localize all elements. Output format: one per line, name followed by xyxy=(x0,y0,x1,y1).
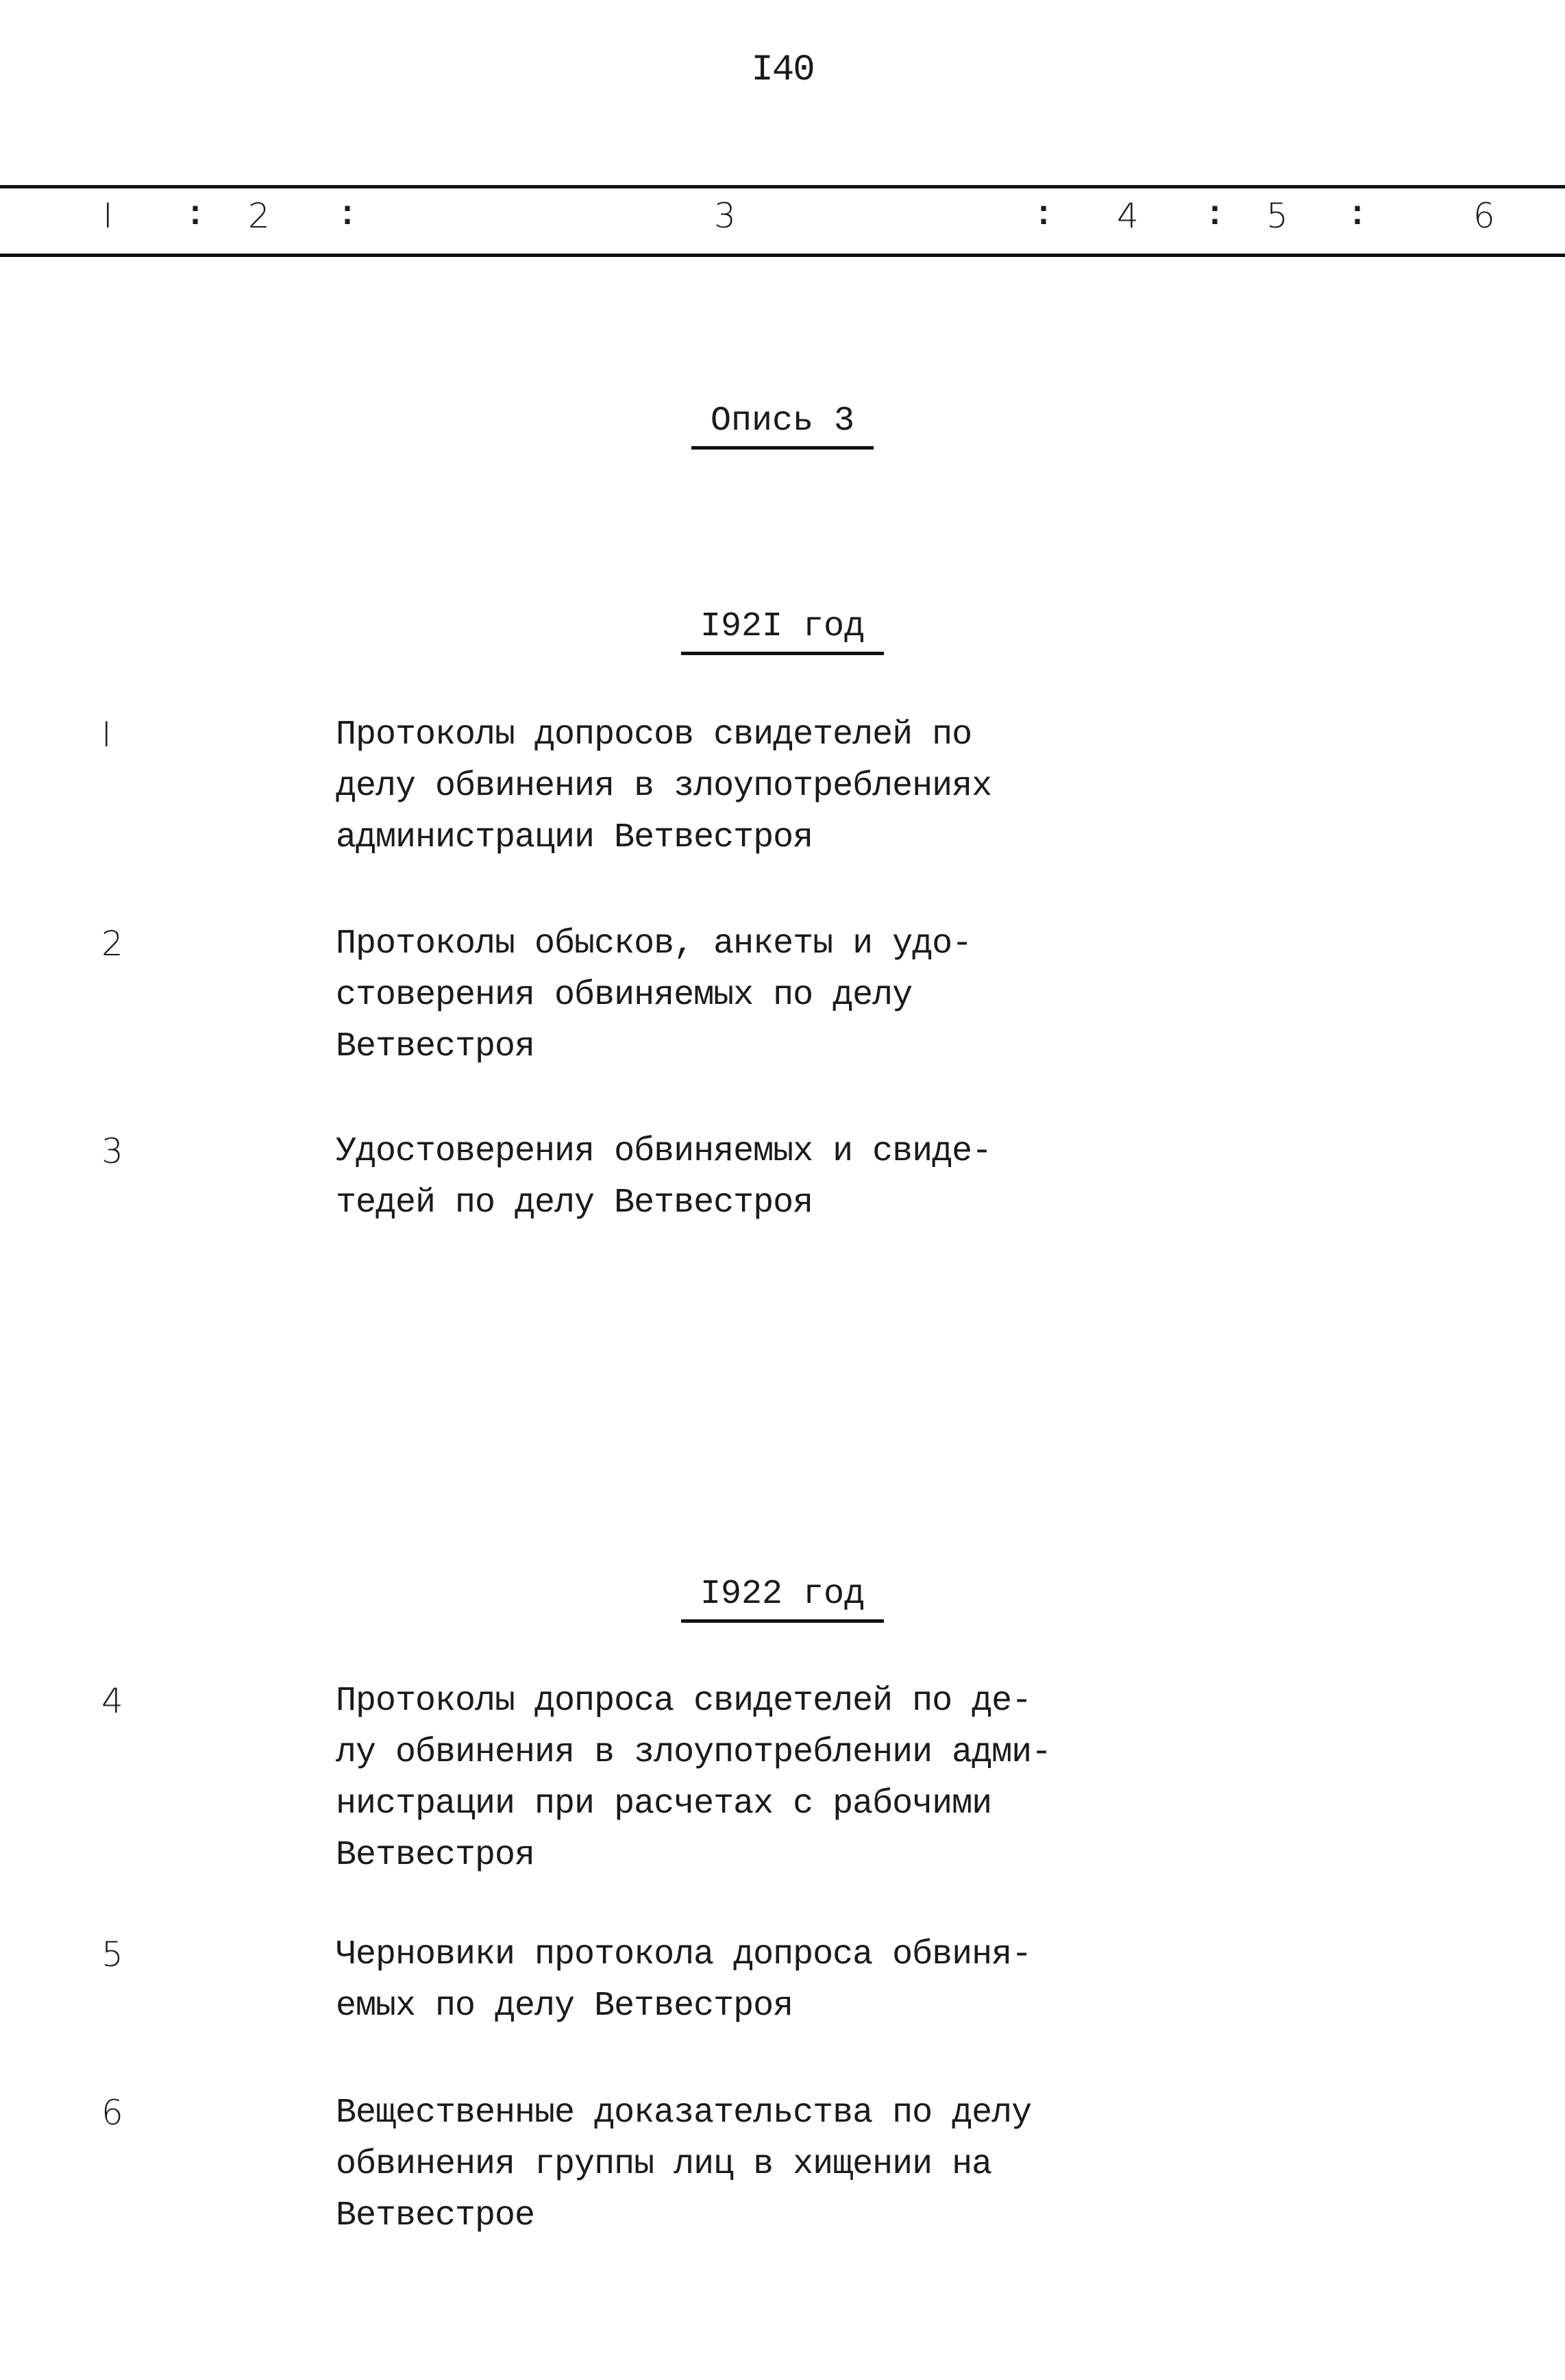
year-heading-1922 xyxy=(0,1574,1565,1623)
column-header-6: 6 xyxy=(1473,196,1495,236)
entry-line: Удостоверения обвиняемых и свиде- xyxy=(336,1132,992,1171)
column-separator: : xyxy=(1205,196,1226,235)
entry-description xyxy=(336,1676,1158,1881)
entry-number: 6 xyxy=(101,2093,123,2133)
entry-line: тедей по делу Ветвестроя xyxy=(336,1183,813,1223)
column-header-4: 4 xyxy=(1117,196,1139,236)
header-top-rule xyxy=(0,185,1565,188)
column-separator: : xyxy=(1347,196,1368,235)
entry-line: обвинения группы лиц в хищении на xyxy=(336,2145,992,2184)
year-heading-text: I92I год xyxy=(681,606,884,655)
entry-number: 3 xyxy=(101,1131,123,1171)
column-header-1: I xyxy=(103,196,113,236)
entry-line: лу обвинения в злоупотреблении адми- xyxy=(336,1733,1052,1772)
entry-line: Вещественные доказательства по делу xyxy=(336,2094,1032,2133)
entry-description xyxy=(336,918,1158,1072)
entry-description xyxy=(336,2087,1158,2242)
inventory-title xyxy=(0,401,1565,450)
column-header-5: 5 xyxy=(1266,196,1288,236)
entry-description xyxy=(336,709,1158,863)
column-separator: : xyxy=(337,196,358,235)
entry-line: делу обвинения в злоупотреблениях xyxy=(336,767,992,806)
entry-line: стоверения обвиняемых по делу xyxy=(336,976,913,1015)
column-header-3: 3 xyxy=(714,196,736,236)
entry-description xyxy=(336,1929,1158,2032)
entry-line: Ветвестроя xyxy=(336,1836,535,1875)
header-bottom-rule xyxy=(0,254,1565,257)
year-heading-text: I922 год xyxy=(681,1574,884,1623)
inventory-title-text: Опись 3 xyxy=(691,401,874,450)
column-header-2: 2 xyxy=(248,196,270,236)
entry-line: Ветвестрое xyxy=(336,2196,535,2235)
column-separator: : xyxy=(185,196,206,235)
entry-line: администрации Ветвестроя xyxy=(336,818,813,857)
entry-description xyxy=(336,1126,1158,1229)
entry-number: I xyxy=(101,715,112,755)
page-number: I40 xyxy=(751,49,814,91)
entry-line: Черновики протокола допроса обвиня- xyxy=(336,1935,1032,1974)
entry-number: 2 xyxy=(101,924,123,964)
entry-line: Протоколы допросов свидетелей по xyxy=(336,715,972,755)
entry-line: емых по делу Ветвестроя xyxy=(336,1987,793,2026)
year-heading-1921 xyxy=(0,606,1565,655)
entry-number: 4 xyxy=(101,1681,123,1721)
entry-number: 5 xyxy=(101,1935,123,1974)
entry-line: нистрации при расчетах с рабочими xyxy=(336,1784,992,1824)
entry-line: Протоколы обысков, анкеты и удо- xyxy=(336,924,972,964)
entry-line: Протоколы допроса свидетелей по де- xyxy=(336,1682,1032,1721)
entry-line: Ветвестроя xyxy=(336,1027,535,1066)
column-separator: : xyxy=(1033,196,1055,235)
